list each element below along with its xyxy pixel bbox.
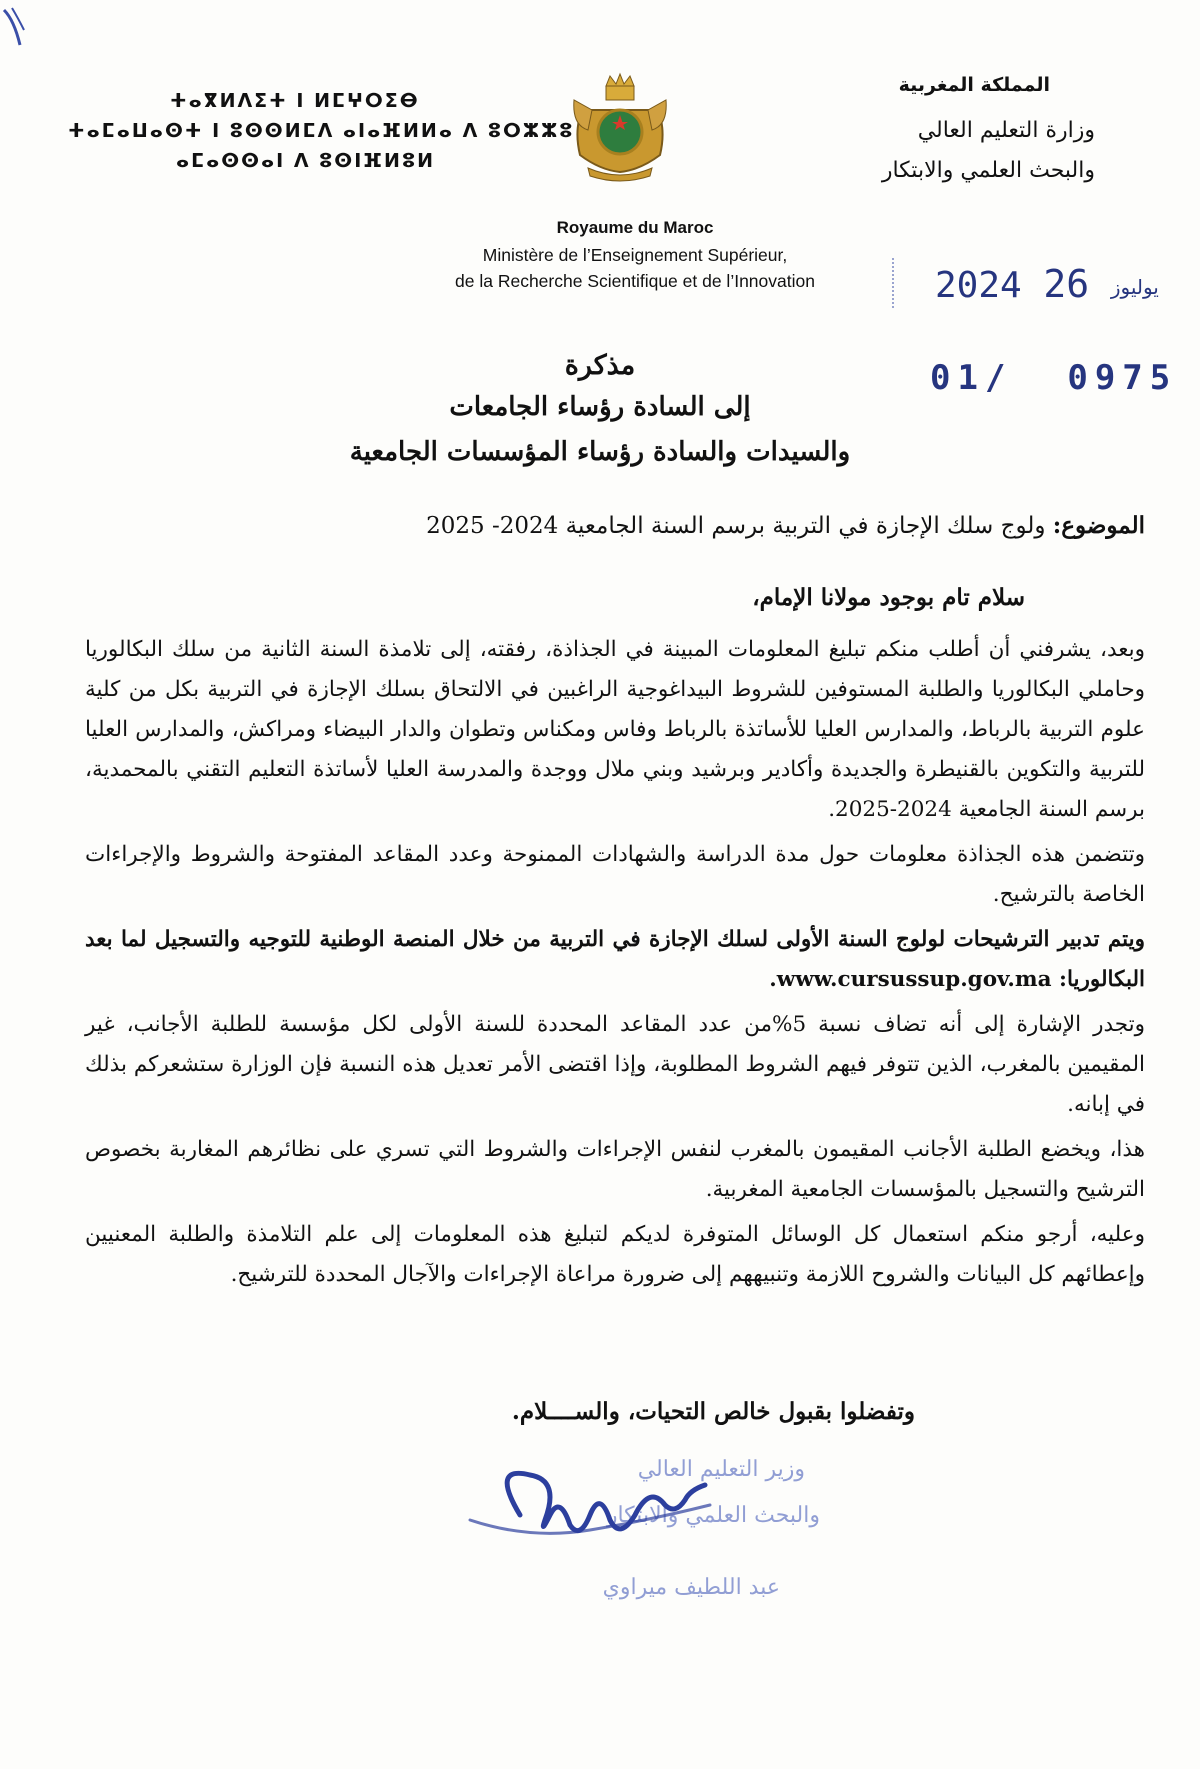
corner-ink-mark — [0, 0, 40, 60]
memo-salutation: سلام تام بوجود مولانا الإمام، — [752, 584, 1025, 611]
body-paragraph-3: ويتم تدبير الترشيحات لولوج السنة الأولى لسلك الإجازة في التربية من خلال المنصة الوطنية للتوجيه والتسجيل لما بعد البكالوريا: www.cursussup.gov.ma. — [85, 927, 1145, 992]
memo-subject — [145, 512, 1145, 539]
header-tifinagh-line-3: ⴰⵎⴰⵙⵙⴰⵏ ⴷ ⵓⵙⵏⴼⵍⵓⵍ — [176, 150, 435, 172]
reference-number-stamp: 01/ 0975 — [930, 358, 1178, 398]
memo-subject-text: ولوج سلك الإجازة في التربية برسم السنة الجامعية 2024- 2025 — [426, 513, 1053, 539]
memo-body — [85, 630, 1145, 1295]
stamp-dotted-guide — [892, 258, 894, 308]
handwritten-signature — [450, 1445, 770, 1565]
body-paragraph-2: وتتضمن هذه الجذاذة معلومات حول مدة الدراسة والشهادات الممنوحة وعدد المقاعد المفتوحة والشروط والإجراءات الخاصة بالترشيح. — [85, 842, 1145, 907]
body-paragraph-4: وتجدر الإشارة إلى أنه تضاف نسبة 5%من عدد المقاعد المحددة للسنة الأولى لكل مؤسسة للطلبة الأجانب، غير المقيمين بالمغرب، الذين تتوفر فيهم الشروط المطلوبة، وإذا اقتضى الأمر تعديل هذه النسبة فإن الوزارة ستشعركم بذلك في إبانه. — [85, 1012, 1145, 1117]
body-paragraph-6: وعليه، أرجو منكم استعمال كل الوسائل المتوفرة لديكم لتبليغ هذه المعلومات إلى علم التلامذة والطلبة المعنيين وإعطائهم كل البيانات والشروح اللازمة وتنبيههم إلى ضرورة مراعاة الإجراءات والآجال المحددة للترشيح. — [85, 1222, 1145, 1287]
header-french-ministry-1: Ministère de l’Enseignement Supérieur, — [482, 245, 788, 265]
header-arabic-line-3: والبحث العلمي والابتكار — [881, 158, 1095, 183]
signature-stamp-line-1: وزير التعليم العالي — [637, 1457, 805, 1482]
header-french-ministry-2: de la Recherche Scientifique et de l’Innovation — [455, 271, 815, 291]
header-french-kingdom: Royaume du Maroc — [556, 218, 714, 237]
header-arabic-line-2: وزارة التعليم العالي — [917, 118, 1095, 143]
memo-closing: وتفضلوا بقبول خالص التحيات، والســــلام. — [511, 1398, 915, 1425]
signature-stamp-line-2: والبحث العلمي والابتكار — [606, 1503, 820, 1528]
memo-addressee-line-2: والسيدات والسادة رؤساء المؤسسات الجامعية — [349, 437, 851, 467]
body-paragraph-1: وبعد، يشرفني أن أطلب منكم تبليغ المعلومات المبينة في الجذاذة، رفقته، إلى تلامذة السنة الثانية من سلك البكالوريا وحاملي البكالوريا والطلبة المستوفين للشروط البيداغوجية الراغبين في الالتحاق بسلك الإجازة في التربية بكل من كلية علوم التربية بالرباط، والمدارس العليا للأساتذة بالرباط وفاس ومكناس وتطوان والدار البيضاء ومراكش، والمدارس العليا للتربية والتكوين بالقنيطرة والجديدة وأكادير وبرشيد وبني ملال ووجدة والمدرسة العليا لأساتذة التعليم التقني بالمحمدية، برسم السنة الجامعية 2024-2025. — [85, 637, 1145, 822]
date-stamp — [935, 262, 1159, 306]
header-arabic-line-1: المملكة المغربية — [898, 74, 1050, 96]
date-stamp-day: 26 — [1043, 262, 1090, 306]
coat-of-arms-emblem — [570, 70, 670, 185]
body-paragraph-5: هذا، ويخضع الطلبة الأجانب المقيمون بالمغرب لنفس الإجراءات والشروط التي تسري على نظائرهم المغاربة بخصوص الترشيح والتسجيل بالمؤسسات الجامعية المغربية. — [85, 1137, 1145, 1202]
date-stamp-year: 2024 — [935, 265, 1022, 306]
date-stamp-month: يوليوز — [1110, 275, 1159, 299]
memo-subject-label: الموضوع: — [1052, 512, 1145, 539]
memo-addressee-line-1: إلى السادة رؤساء الجامعات — [449, 392, 751, 422]
signature-name: عبد اللطيف ميراوي — [602, 1575, 780, 1600]
header-tifinagh-line-1: ⵜⴰⴳⵍⴷⵉⵜ ⵏ ⵍⵎⵖⵔⵉⴱ — [170, 90, 420, 112]
memo-title: مذكرة — [564, 350, 636, 381]
header-tifinagh-line-2: ⵜⴰⵎⴰⵡⴰⵙⵜ ⵏ ⵓⵙⵙⵍⵎⴷ ⴰⵏⴰⴼⵍⵍⴰ ⴷ ⵓⵔⵣⵣⵓ — [68, 120, 575, 142]
